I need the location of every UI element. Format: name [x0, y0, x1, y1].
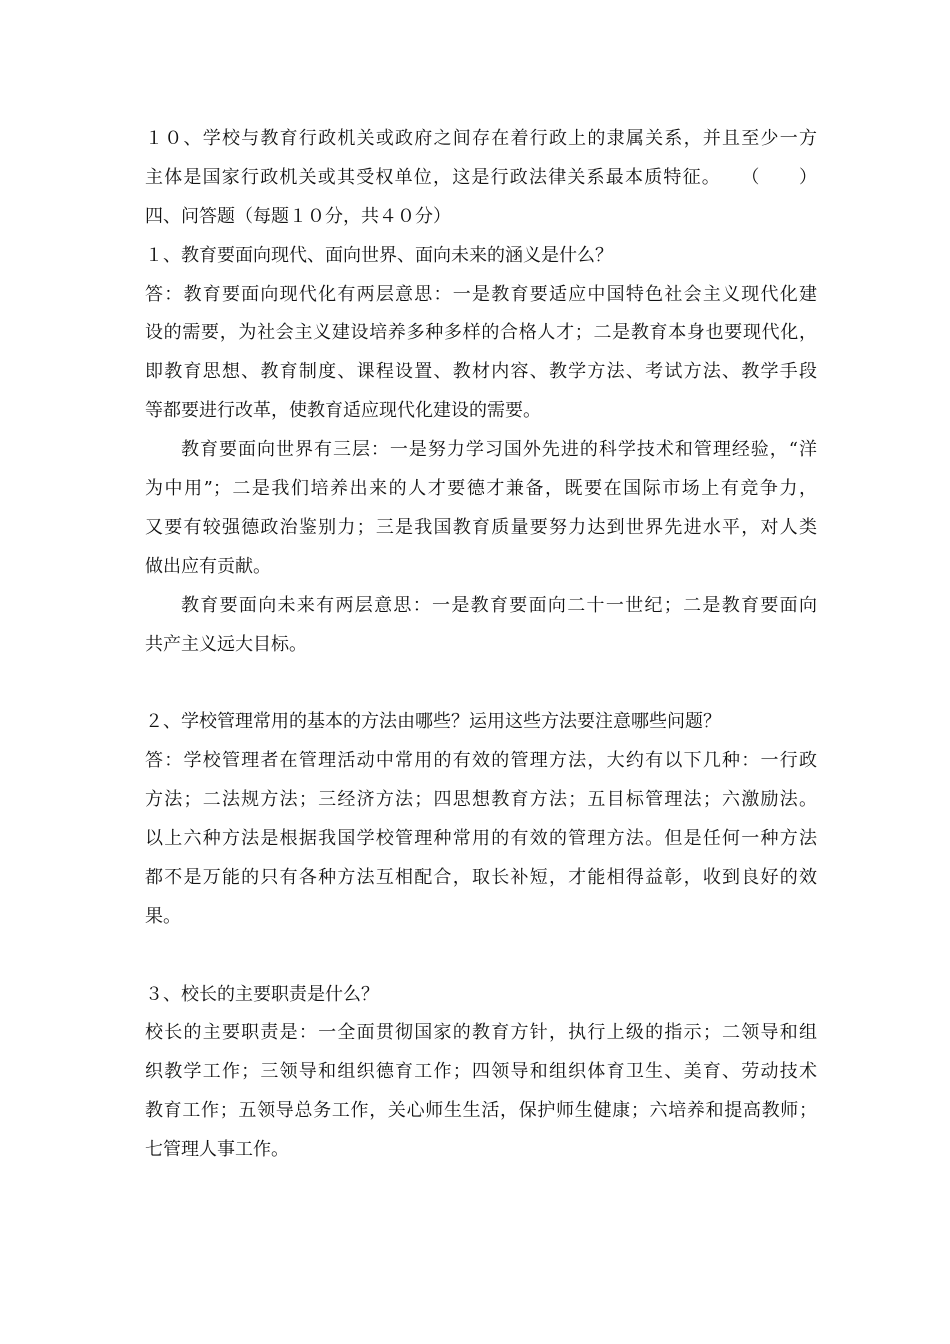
text-line: 即教育思想、教育制度、课程设置、教材内容、教学方法、考试方法、教学手段	[145, 361, 817, 383]
text-line: 方法；二法规方法；三经济方法；四思想教育方法；五目标管理法；六激励法。	[145, 789, 817, 811]
text-line: １０、学校与教育行政机关或政府之间存在着行政上的隶属关系，并且至少一方	[145, 128, 817, 149]
text-line: 教育要面向世界有三层：一是努力学习国外先进的科学技术和管理经验，“洋	[181, 439, 817, 461]
document-page	[145, 120, 817, 1170]
text-line: 设的需要，为社会主义建设培养多种多样的合格人才；二是教育本身也要现代化，	[145, 322, 817, 344]
text-line: 等都要进行改革，使教育适应现代化建设的需要。	[145, 400, 541, 422]
text-line: 又要有较强德政治鉴别力；三是我国教育质量要努力达到世界先进水平，对人类	[145, 516, 817, 538]
text-line: 答：教育要面向现代化有两层意思：一是教育要适应中国特色社会主义现代化建	[145, 283, 817, 305]
blank-line	[145, 937, 817, 976]
text-line: 教育要面向未来有两层意思：一是教育要面向二十一世纪；二是教育要面向	[181, 594, 817, 616]
text-line: 都不是万能的只有各种方法互相配合，取长补短，才能相得益彰，收到良好的效	[145, 866, 817, 888]
text-line: 以上六种方法是根据我国学校管理种常用的有效的管理方法。但是任何一种方法	[145, 828, 817, 850]
text-line: 为中用”；二是我们培养出来的人才要德才兼备，既要在国际市场上有竞争力，	[145, 478, 817, 500]
text-line: 答：学校管理者在管理活动中常用的有效的管理方法，大约有以下几种：一行政	[145, 750, 817, 772]
text-line: 果。	[145, 905, 181, 927]
question-heading: ３、校长的主要职责是什么？	[145, 983, 379, 1005]
question-heading: １、教育要面向现代、面向世界、面向未来的涵义是什么？	[145, 244, 613, 266]
text-line: 七管理人事工作。	[145, 1139, 289, 1161]
text-line: 织教学工作；三领导和组织德育工作；四领导和组织体育卫生、美育、劳动技术	[145, 1061, 817, 1083]
question-heading: ２、学校管理常用的基本的方法由哪些？运用这些方法要注意哪些问题？	[145, 711, 721, 733]
text-line: 教育工作；五领导总务工作，关心师生生活，保护师生健康；六培养和提高教师；	[145, 1100, 817, 1122]
text-line: 共产主义远大目标。	[145, 633, 307, 655]
blank-line	[145, 664, 817, 703]
text-line: 做出应有贡献。	[145, 555, 271, 577]
section-heading: 四、问答题（每题１０分，共４０分）	[145, 205, 451, 227]
text-line: 校长的主要职责是：一全面贯彻国家的教育方针，执行上级的指示；二领导和组	[145, 1022, 817, 1044]
text-line: 主体是国家行政机关或其受权单位，这是行政法律关系最本质特征。 （ ）	[145, 166, 817, 188]
